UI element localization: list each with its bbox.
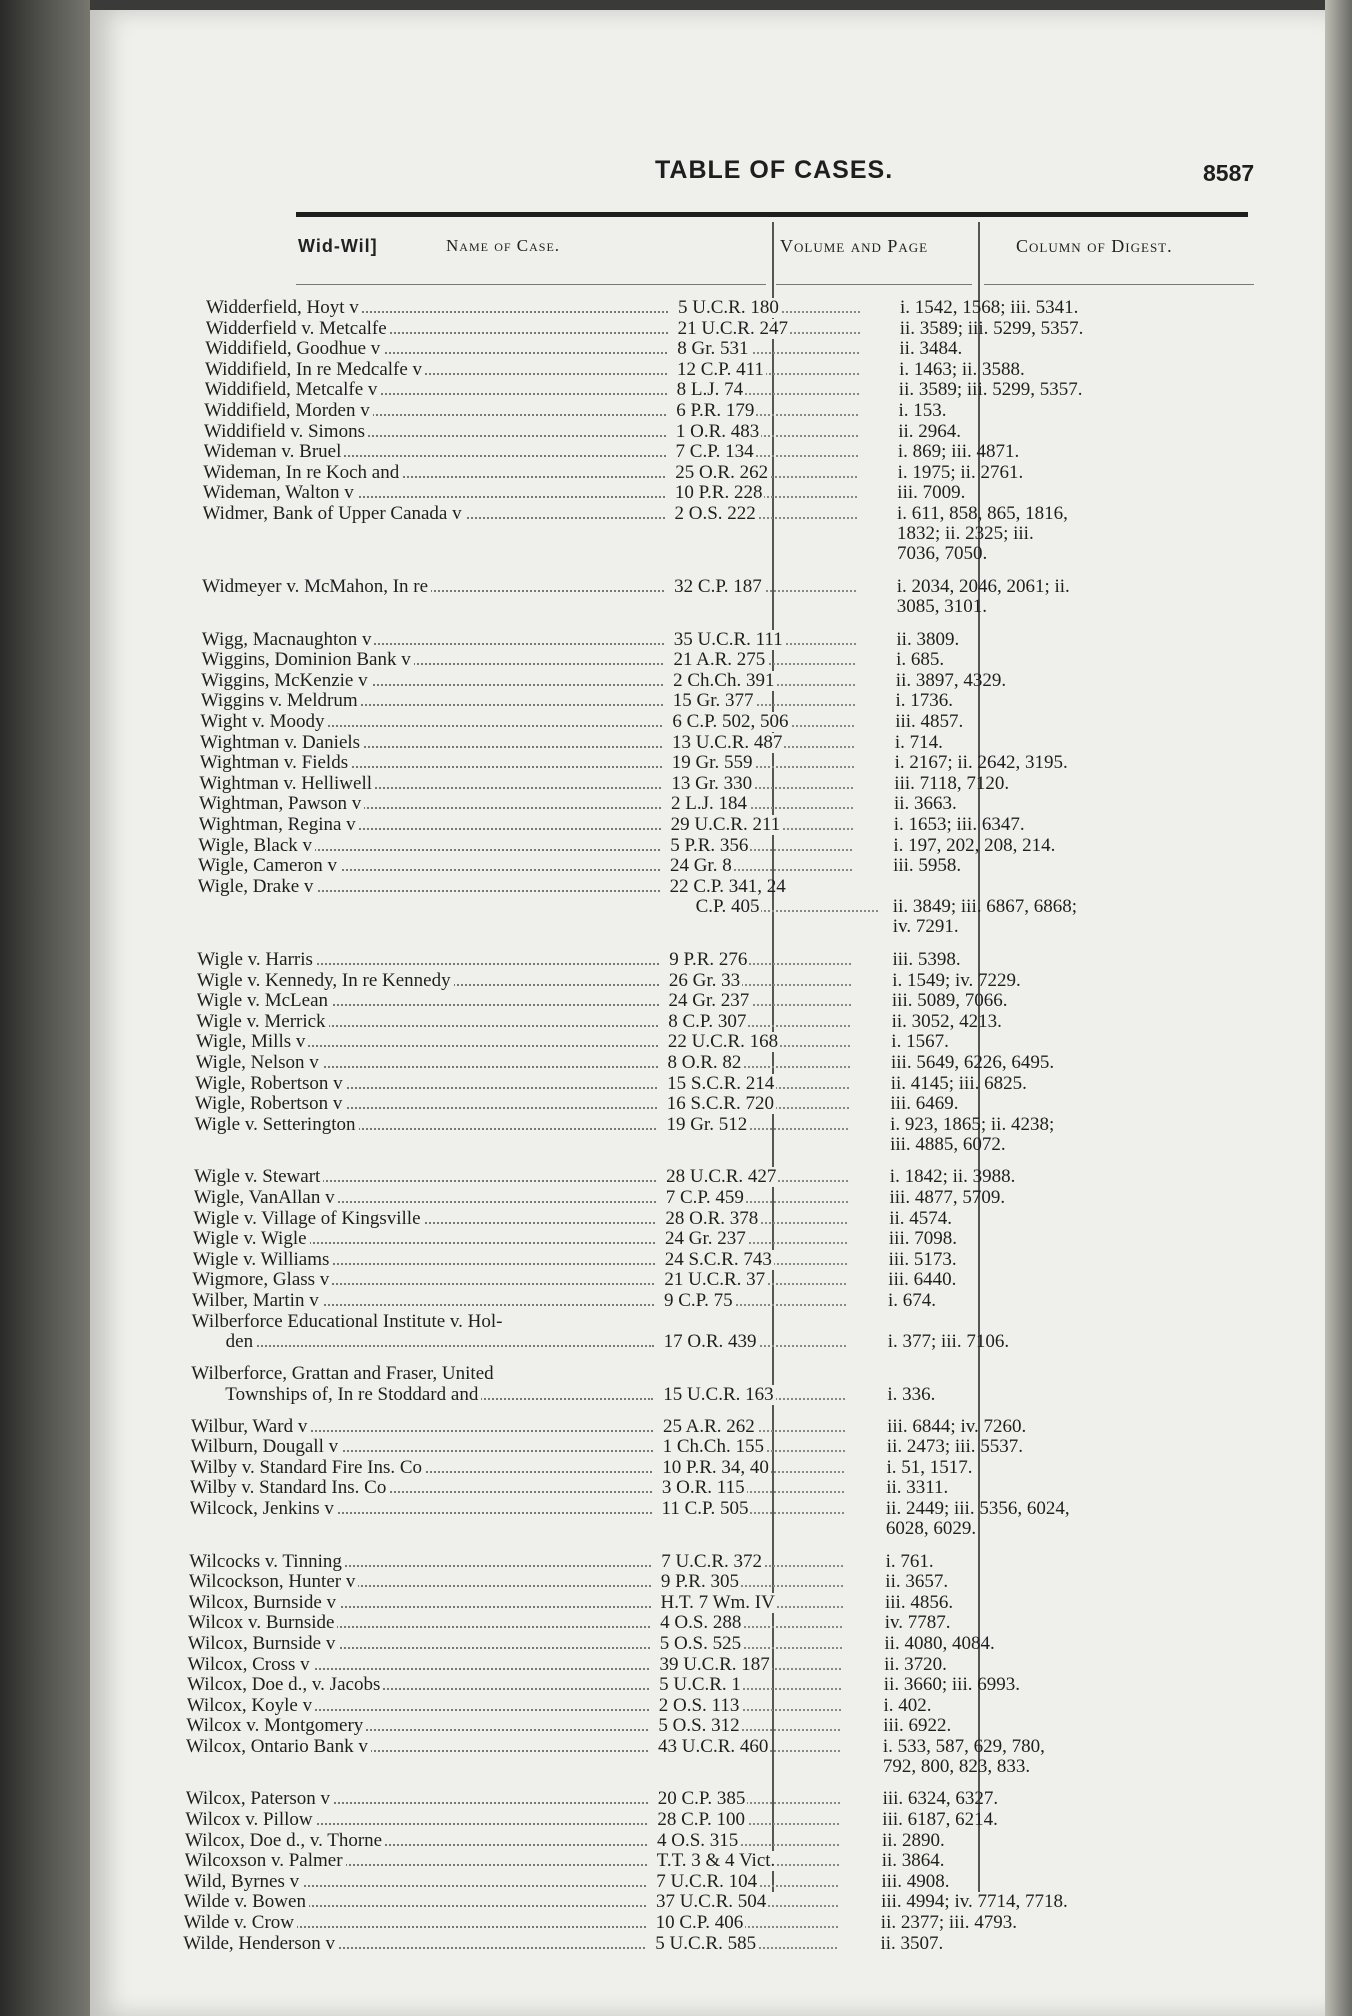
digest-column-ref: i. 674.: [888, 1289, 937, 1311]
volume-page: 7 C.P. 134: [675, 442, 754, 463]
case-name: Wilburn, Dougall v: [191, 1437, 342, 1457]
volume-page: 10 P.R. 34, 40: [662, 1457, 769, 1478]
case-name: Widderfield v. Metcalfe: [206, 319, 390, 339]
case-name: Wigle, Nelson v: [196, 1053, 322, 1073]
volume-page: 28 C.P. 100: [657, 1810, 745, 1831]
case-name: Wigle, Robertson v: [195, 1094, 346, 1114]
volume-page: 37 U.C.R. 504: [655, 1892, 767, 1913]
case-name: Wightman v. Fields: [200, 753, 351, 773]
volume-page: 8 C.P. 307: [668, 1011, 747, 1032]
case-name: den: [226, 1332, 256, 1352]
case-name: Wilcox v. Pillow: [185, 1810, 315, 1830]
volume-page: 8 O.R. 82: [667, 1052, 742, 1073]
book-page: [90, 10, 1325, 2016]
case-name: Widdifield, Morden v: [204, 401, 372, 421]
volume-page: 10 C.P. 406: [655, 1913, 744, 1934]
volume-page: 5 O.S. 525: [659, 1633, 742, 1654]
digest-column-ref: iii. 6922.: [883, 1715, 952, 1737]
digest-column-ref: iv. 7787.: [884, 1612, 951, 1634]
case-name: Wilberforce, Grattan and Fraser, United: [191, 1363, 494, 1385]
volume-page: 10 P.R. 228: [674, 483, 763, 504]
case-name: Wilcockson, Hunter v: [189, 1572, 359, 1592]
volume-page: 24 Gr. 8: [669, 856, 732, 877]
volume-page: 5 U.C.R. 1: [659, 1675, 741, 1696]
case-name: Wigle v. McLean: [197, 991, 331, 1011]
volume-page: C.P. 405: [695, 897, 760, 918]
volume-page: 6 C.P. 502, 506: [672, 712, 789, 733]
case-name: Wigle, Drake v: [198, 877, 317, 897]
volume-page: 24 S.C.R. 743: [664, 1249, 772, 1270]
volume-page: 22 U.C.R. 168: [667, 1032, 779, 1053]
case-name: Wilcoxson v. Palmer: [185, 1851, 346, 1871]
case-name: Wilde v. Bowen: [184, 1892, 309, 1912]
case-name: Wigle, Black v: [198, 836, 315, 856]
digest-column-ref: ii. 3507.: [880, 1932, 944, 1954]
digest-column-ref: i. 1736.: [895, 690, 954, 712]
digest-column-ref: ii. 3864.: [881, 1850, 945, 1872]
volume-page: 39 U.C.R. 187: [659, 1654, 770, 1675]
case-name: Wigmore, Glass v: [192, 1270, 332, 1290]
digest-column-ref: i. 377; iii. 7106.: [887, 1331, 1010, 1353]
volume-page: 5 U.C.R. 180: [678, 298, 779, 318]
column-header-digest: Column of Digest.: [1016, 236, 1173, 256]
case-name: Wilcocks v. Tinning: [189, 1552, 345, 1572]
digest-column-ref: ii. 4145; iii. 6825.: [890, 1072, 1027, 1094]
case-name: Wilde v. Crow: [184, 1913, 297, 1933]
digest-column-ref: ii. 3660; iii. 6993.: [883, 1674, 1020, 1696]
volume-page: 9 P.R. 305: [660, 1572, 739, 1593]
case-name: Wilcox v. Montgomery: [186, 1716, 366, 1736]
volume-page: 19 Gr. 559: [671, 753, 753, 774]
case-name: Wightman, Regina v: [199, 815, 359, 835]
book-spine: [0, 0, 90, 2016]
case-name: Wigle v. Setterington: [194, 1115, 358, 1135]
volume-page: 1 O.R. 483: [675, 421, 760, 442]
volume-page: 5 P.R. 356: [670, 835, 749, 856]
digest-column-ref: i. 869; iii. 4871.: [897, 441, 1020, 463]
digest-column-ref: i. 1653; iii. 6347.: [893, 814, 1025, 836]
header-underline: [296, 284, 766, 285]
volume-page: 20 C.P. 385: [657, 1789, 746, 1810]
digest-column-ref: ii. 3052, 4213.: [891, 1010, 1002, 1032]
case-name: Wilcox, Doe d., v. Thorne: [185, 1831, 385, 1851]
column-header-volume: Volume and Page: [780, 236, 929, 256]
volume-page: 26 Gr. 33: [668, 970, 741, 991]
digest-column-ref: iii. 4856.: [885, 1591, 954, 1613]
case-name: Wilbur, Ward v: [191, 1417, 310, 1437]
page-title: TABLE OF CASES.: [655, 156, 894, 184]
column-header-name: Name of Case.: [446, 236, 561, 255]
digest-column-ref: i. 714.: [894, 731, 943, 753]
digest-column-ref: ii. 3720.: [884, 1653, 947, 1675]
digest-column-ref: iii. 5398.: [892, 948, 961, 970]
volume-page: 21 U.C.R. 37: [664, 1270, 766, 1291]
case-name: Wigle v. Stewart: [194, 1167, 323, 1187]
digest-column-ref: i. 2167; ii. 2642, 3195.: [894, 752, 1068, 774]
digest-column-ref: ii. 2449; iii. 5356, 6024, 6028, 6029.: [885, 1497, 1070, 1539]
case-name: Wigle v. Wigle: [193, 1229, 310, 1249]
digest-column-ref: iii. 4908.: [881, 1870, 950, 1892]
digest-column-ref: iii. 4877, 5709.: [889, 1186, 1006, 1208]
case-name: Wilcox, Ontario Bank v: [186, 1737, 371, 1757]
case-name: Wideman, In re Koch and: [203, 463, 402, 483]
case-name: Wigle, Cameron v: [198, 856, 340, 876]
case-name: Widdifield v. Simons: [204, 422, 368, 442]
digest-column-ref: iii. 6324, 6327.: [882, 1788, 999, 1810]
volume-page: 11 C.P. 505: [661, 1498, 749, 1519]
volume-page: 19 Gr. 512: [666, 1114, 748, 1135]
digest-column-ref: iii. 4857.: [895, 711, 964, 733]
case-name: Wiggins v. Meldrum: [201, 691, 361, 711]
case-name: Widdifield, Metcalfe v: [205, 380, 381, 400]
volume-page: H.T. 7 Wm. IV: [660, 1592, 775, 1613]
digest-column-ref: ii. 2473; iii. 5537.: [886, 1436, 1023, 1458]
header-underline: [776, 284, 972, 285]
volume-page: 8 Gr. 531: [677, 339, 749, 360]
case-name: Townships of, In re Stoddard and: [225, 1385, 481, 1405]
case-name: Wilby v. Standard Ins. Co: [190, 1478, 389, 1498]
volume-page: 9 C.P. 75: [664, 1290, 733, 1311]
digest-column-ref: i. 336.: [887, 1383, 936, 1405]
volume-page: 25 A.R. 262: [662, 1416, 755, 1437]
case-name: Wilcox, Doe d., v. Jacobs: [187, 1675, 383, 1695]
volume-page: 7 U.C.R. 104: [656, 1871, 758, 1892]
volume-page: 3 O.R. 115: [661, 1478, 745, 1499]
case-name: Wideman, Walton v: [203, 483, 357, 503]
volume-page: 16 S.C.R. 720: [666, 1094, 774, 1115]
volume-page: 43 U.C.R. 460: [658, 1736, 769, 1757]
volume-page: 5 O.S. 312: [658, 1716, 740, 1737]
digest-column-ref: i. 1975; ii. 2761.: [897, 461, 1024, 483]
digest-column-ref: i. 197, 202, 208, 214.: [893, 834, 1056, 856]
case-name: Wigle v. Village of Kingsville: [193, 1209, 423, 1229]
case-name: Widmer, Bank of Upper Canada v: [203, 504, 465, 524]
digest-column-ref: i. 1542, 1568; iii. 5341.: [900, 297, 1079, 318]
volume-page: 24 Gr. 237: [665, 1229, 746, 1250]
volume-page: 28 U.C.R. 427: [666, 1167, 777, 1188]
digest-column-ref: i. 533, 587, 629, 780, 792, 800, 823, 833.: [882, 1735, 1045, 1777]
volume-page: 9 P.R. 276: [669, 949, 748, 970]
digest-column-ref: ii. 3809.: [896, 628, 960, 650]
digest-column-ref: ii. 3589; iii. 5299, 5357.: [899, 317, 1084, 339]
digest-column-ref: i. 685.: [896, 649, 945, 671]
case-name: Widdifield, In re Medcalfe v: [205, 360, 425, 380]
digest-column-ref: iii. 7118, 7120.: [894, 772, 1010, 794]
case-name: Wilcock, Jenkins v: [190, 1499, 337, 1519]
case-name: Wilberforce Educational Institute v. Hol-: [191, 1310, 503, 1332]
digest-column-ref: i. 402.: [883, 1694, 932, 1716]
header-underline: [984, 284, 1254, 285]
volume-page: 35 U.C.R. 111: [673, 629, 783, 650]
digest-column-ref: i. 761.: [885, 1550, 934, 1572]
volume-page: 15 U.C.R. 163: [663, 1384, 774, 1405]
alphabetical-range: Wid-Wil]: [298, 236, 378, 256]
digest-column-ref: iii. 6440.: [888, 1269, 957, 1291]
digest-column-ref: ii. 3484.: [899, 338, 963, 360]
volume-page: 32 C.P. 187: [674, 577, 762, 598]
digest-column-ref: iii. 5958.: [893, 855, 962, 877]
case-name: Wilcox, Burnside v: [188, 1634, 339, 1654]
case-name: Wigg, Macnaughton v: [202, 630, 375, 650]
volume-page: 22 C.P. 341, 24: [669, 876, 786, 897]
case-name: Wiggins, Dominion Bank v: [201, 650, 413, 670]
digest-column-ref: i. 1549; iv. 7229.: [892, 969, 1021, 991]
case-name: Wightman v. Daniels: [200, 733, 363, 753]
volume-page: 13 U.C.R. 487: [672, 732, 783, 753]
case-name: Wilcox, Koyle v: [187, 1696, 315, 1716]
digest-column-ref: ii. 2890.: [882, 1829, 945, 1851]
volume-page: 13 Gr. 330: [671, 773, 753, 794]
digest-column-ref: ii. 3589; iii. 5299, 5357.: [898, 379, 1083, 401]
volume-page: 17 O.R. 439: [663, 1332, 757, 1353]
page-edge: [1325, 0, 1352, 2016]
volume-page: 6 P.R. 179: [676, 401, 755, 421]
volume-page: 24 Gr. 237: [668, 991, 750, 1012]
digest-column-ref: i. 153.: [898, 400, 947, 421]
digest-column-ref: i. 1463; ii. 3588.: [899, 358, 1025, 380]
digest-column-ref: i. 923, 1865; ii. 4238; iii. 4885, 6072.: [890, 1113, 1055, 1155]
volume-page: 2 O.S. 222: [674, 504, 756, 524]
case-name: Wilcox v. Burnside: [188, 1613, 337, 1633]
digest-column-ref: i. 2034, 2046, 2061; ii. 3085, 3101.: [896, 576, 1070, 618]
volume-page: 28 O.R. 378: [665, 1208, 759, 1229]
digest-column-ref: ii. 3849; iii. 6867, 6868; iv. 7291.: [892, 896, 1077, 938]
case-name: Wiggins, McKenzie v: [201, 671, 371, 691]
digest-column-ref: i. 1842; ii. 3988.: [889, 1166, 1016, 1188]
case-name: Widdifield, Goodhue v: [205, 339, 383, 359]
volume-page: 4 O.S. 288: [660, 1613, 742, 1634]
volume-page: 2 L.J. 184: [671, 794, 747, 815]
volume-page: 4 O.S. 315: [657, 1830, 739, 1851]
digest-column-ref: iii. 5649, 6226, 6495.: [891, 1051, 1055, 1073]
volume-page: 1 Ch.Ch. 155: [662, 1437, 764, 1458]
volume-page: 15 S.C.R. 214: [667, 1073, 775, 1094]
case-name: Widmeyer v. McMahon, In re: [202, 577, 431, 597]
digest-column-ref: i. 1567.: [891, 1031, 949, 1053]
case-name: Wideman v. Bruel: [204, 442, 345, 462]
digest-column-ref: iii. 5173.: [888, 1248, 957, 1270]
digest-column-ref: ii. 3663.: [894, 793, 957, 815]
volume-page: 8 L.J. 74: [676, 380, 744, 401]
case-name: Wilcox, Burnside v: [189, 1593, 340, 1613]
case-name: Wigle, Robertson v: [195, 1074, 346, 1094]
case-name: Wigle v. Harris: [197, 950, 316, 970]
digest-column-ref: iii. 7009.: [897, 482, 966, 504]
case-name: Wilcox, Paterson v: [186, 1789, 333, 1809]
case-name: Wigle, Mills v: [196, 1032, 309, 1052]
digest-column-ref: i. 611, 858, 865, 1816, 1832; ii. 2325; iii. 7036, 7050.: [897, 503, 1068, 564]
digest-column-ref: ii. 4080, 4084.: [884, 1632, 995, 1654]
case-name: Wight v. Moody: [200, 712, 327, 732]
volume-page: 15 Gr. 377: [672, 691, 754, 712]
digest-column-ref: iii. 6187, 6214.: [882, 1809, 998, 1831]
case-name: Widderfield, Hoyt v: [206, 298, 362, 318]
case-name: Wigle, VanAllan v: [194, 1188, 338, 1208]
digest-column-ref: iii. 6469.: [890, 1093, 959, 1115]
page-number: 8587: [1203, 160, 1255, 186]
case-name: Wightman, Pawson v: [199, 794, 364, 814]
digest-column-ref: ii. 3657.: [885, 1571, 949, 1593]
digest-column-ref: iii. 4994; iv. 7714, 7718.: [881, 1891, 1068, 1913]
volume-page: 21 A.R. 275: [673, 650, 766, 671]
volume-page: 5 U.C.R. 585: [655, 1933, 757, 1954]
header-rule: [296, 212, 1248, 217]
volume-page: 21 U.C.R. 247: [677, 318, 788, 339]
digest-column-ref: ii. 4574.: [889, 1207, 952, 1229]
case-name: Wilber, Martin v: [192, 1291, 322, 1311]
digest-column-ref: ii. 3897, 4329.: [895, 669, 1007, 691]
volume-page: 2 Ch.Ch. 391: [673, 670, 775, 691]
volume-page: 2 O.S. 113: [658, 1695, 740, 1716]
digest-column-ref: iii. 7098.: [888, 1228, 957, 1250]
volume-page: 25 O.R. 262: [675, 462, 769, 483]
case-name: Wigle v. Kennedy, In re Kennedy: [197, 971, 454, 991]
case-name: Wilby v. Standard Fire Ins. Co: [190, 1458, 425, 1478]
volume-page: 7 U.C.R. 372: [661, 1551, 763, 1572]
case-name: Wild, Byrnes v: [184, 1872, 302, 1892]
volume-page: T.T. 3 & 4 Vict.: [656, 1851, 776, 1872]
volume-page: 7 C.P. 459: [665, 1187, 744, 1208]
digest-column-ref: iii. 6844; iv. 7260.: [887, 1415, 1027, 1437]
digest-column-ref: ii. 2964.: [898, 420, 961, 442]
case-name: Wilde, Henderson v: [183, 1934, 338, 1954]
volume-page: 12 C.P. 411: [676, 359, 764, 380]
volume-page: 29 U.C.R. 211: [670, 815, 781, 836]
digest-column-ref: ii. 3311.: [886, 1477, 949, 1499]
digest-column-ref: i. 51, 1517.: [886, 1456, 973, 1478]
digest-column-ref: iii. 5089, 7066.: [891, 990, 1008, 1012]
case-name: Wightman v. Helliwell: [199, 774, 375, 794]
case-name: Wilcox, Cross v: [187, 1655, 312, 1675]
case-name: Wigle v. Merrick: [196, 1012, 328, 1032]
digest-column-ref: ii. 2377; iii. 4793.: [880, 1912, 1017, 1934]
case-name: Wigle v. Williams: [193, 1250, 333, 1270]
